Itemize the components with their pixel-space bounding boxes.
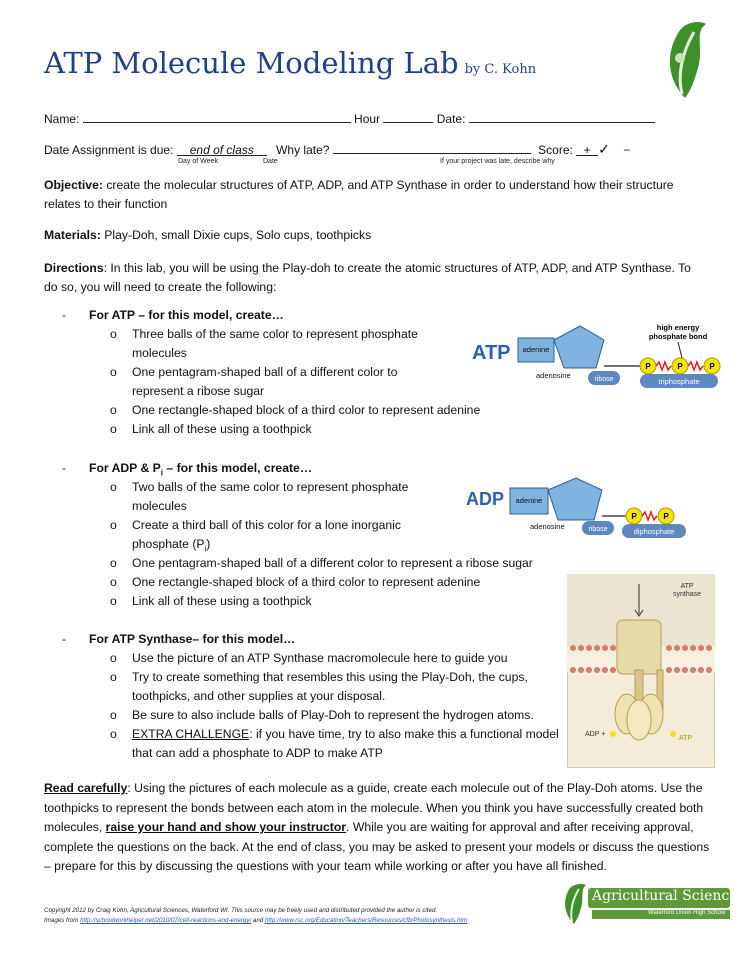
list-item-cont: molecules xyxy=(132,346,187,360)
copyright: Copyright 2012 by Craig Kohn, Agricultural Sciences, Waterford WI. This source may be freely used and distributed provided the author is cited. xyxy=(44,907,438,914)
list-item: o EXTRA CHALLENGE: if you have time, try to also make this a functional model xyxy=(110,727,559,741)
list-item-cont: molecules xyxy=(132,499,187,513)
leaf-logo-icon xyxy=(660,18,710,100)
directions: Directions: In this lab, you will be using the Play-doh to create the atomic structures of ATP, ADP, and ATP Synthase. To do so, you will need to create the following: xyxy=(44,261,691,294)
score-minus: − xyxy=(623,143,631,157)
due-row: Date Assignment is due: end of class Why late? Score: + ✓ − xyxy=(44,141,631,157)
svg-text:synthase: synthase xyxy=(672,591,702,598)
list-item-cont: toothpicks, and other supplies at your disposal. xyxy=(132,689,386,703)
svg-text:ATP: ATP xyxy=(680,583,694,590)
date-field[interactable] xyxy=(469,110,655,123)
svg-text:P: P xyxy=(645,362,651,371)
list-item: o One rectangle-shaped block of a third color to represent adenine xyxy=(110,575,481,589)
adp-diagram xyxy=(462,476,692,550)
svg-text:adenosine: adenosine xyxy=(530,522,565,531)
leaf-logo-small-icon xyxy=(560,882,588,926)
adp-diagram-name: ADP xyxy=(466,489,505,509)
ribose-pentagon xyxy=(548,478,602,520)
section-heading-adp: For ADP & $P_i$ – for this model, create… xyxy=(89,461,313,478)
svg-text:P: P xyxy=(709,362,715,371)
svg-text:P: P xyxy=(677,362,683,371)
why-late-field[interactable] xyxy=(333,141,531,154)
list-item-cont: phosphate $(P_i)$ xyxy=(132,537,211,554)
svg-text:adenine: adenine xyxy=(522,345,550,354)
list-item: o One pentagram-shaped ball of a different color to xyxy=(110,365,398,379)
list-item: o One rectangle-shaped block of a third color to represent adenine xyxy=(110,403,481,417)
list-item-cont: represent a ribose sugar xyxy=(132,384,265,398)
list-item: o Link all of these using a toothpick xyxy=(110,594,312,608)
read-carefully-paragraph: Read carefully: Using the pictures of each molecule as a guide, create each molecule out of the Play-Doh atoms. Use the toothpicks to represent the bonds between each atom in the molecule. When you think you have successfully created both molecules, raise your hand and show your instructor. While you are waiting for approval and after receiving approval, complete the questions on the back. At the end of class, you may be asked to present your models or discuss the questions – prepare for this by discussing the questions with your team while working or after you have all finished. xyxy=(44,781,710,873)
score-field[interactable]: + xyxy=(576,143,598,156)
credit-link-2[interactable]: http://www.rsc.org/Education/Teachers/Resources/cfb/Photosynthesis.htm xyxy=(264,917,468,924)
section-heading-synthase: For ATP Synthase– for this model… xyxy=(89,632,296,646)
credit-link-1[interactable]: http://schoolworkhelper.net/2010/07/cell-reactions-and-energy/ xyxy=(80,917,252,924)
svg-text:adenosine: adenosine xyxy=(536,371,571,380)
svg-text:phosphate bond: phosphate bond xyxy=(648,332,708,341)
atp-diagram xyxy=(468,316,730,396)
svg-text:ribose: ribose xyxy=(588,526,608,533)
svg-text:ATP: ATP xyxy=(679,735,693,742)
list-item: o Two balls of the same color to represent phosphate xyxy=(110,480,409,494)
image-credits: Images from http://schoolworkhelper.net/2010/07/cell-reactions-and-energy/ and http://www.rsc.org/Education/Teachers/Resources/cfb/Photosynthesis.htm xyxy=(44,917,468,924)
ag-sciences-logo: Agricultural Sciences Waterford Union High School xyxy=(560,882,732,926)
list-item: o Try to create something that resembles this using the Play-Doh, the cups, xyxy=(110,670,528,684)
list-item: o Create a third ball of this color for a lone inorganic xyxy=(110,518,401,532)
objective: Objective: create the molecular structures of ATP, ADP, and ATP Synthase in order to understand how their structure relates to their function xyxy=(44,178,674,211)
list-item: o Link all of these using a toothpick xyxy=(110,422,312,436)
page-title: ATP Molecule Modeling Lab by C. Kohn xyxy=(44,46,537,80)
materials: Materials: Play-Doh, small Dixie cups, Solo cups, toothpicks xyxy=(44,228,372,242)
score-check: ✓ xyxy=(598,141,610,157)
list-item-cont: that can add a phosphate to ADP to make ATP xyxy=(132,746,383,760)
due-field[interactable]: end of class xyxy=(177,143,267,156)
svg-text:triphosphate: triphosphate xyxy=(658,377,700,386)
ribose-pentagon xyxy=(554,326,604,368)
name-field[interactable] xyxy=(83,110,351,123)
svg-text:P: P xyxy=(663,512,669,521)
svg-text:P: P xyxy=(631,512,637,521)
byline: by C. Kohn xyxy=(464,62,537,77)
svg-text:ribose: ribose xyxy=(594,376,614,383)
hour-field[interactable] xyxy=(383,110,433,123)
name-row: Name: Hour Date: xyxy=(44,110,655,126)
svg-text:ADP +: ADP + xyxy=(585,731,606,738)
list-item: o Be sure to also include balls of Play-Doh to represent the hydrogen atoms. xyxy=(110,708,534,722)
svg-text:adenine: adenine xyxy=(515,496,543,505)
list-item: o Use the picture of an ATP Synthase macromolecule here to guide you xyxy=(110,651,508,665)
list-item: o Three balls of the same color to represent phosphate xyxy=(110,327,418,341)
section-heading-atp: For ATP – for this model, create… xyxy=(89,308,284,322)
atp-synthase-image xyxy=(567,574,715,768)
atp-diagram-name: ATP xyxy=(472,342,511,364)
svg-text:diphosphate: diphosphate xyxy=(633,527,675,536)
list-item: o One pentagram-shaped ball of a different color to represent a ribose sugar xyxy=(110,556,533,570)
svg-text:high energy: high energy xyxy=(656,323,700,332)
